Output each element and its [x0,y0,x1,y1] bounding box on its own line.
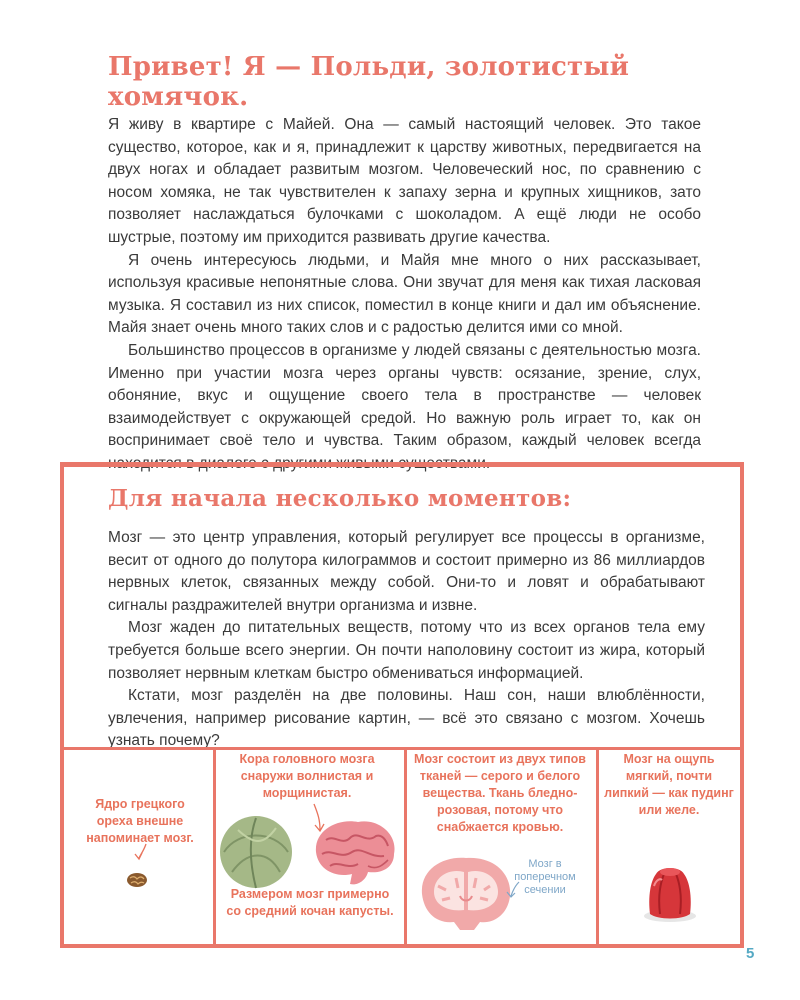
page-number: 5 [746,945,755,962]
touch-caption: Мозг на ощупь мягкий, почти липкий — как пудинг или желе. [604,752,734,817]
box-paragraph: Мозг — это центр управления, который регулирует все процессы в организме, весит от одного до полутора килограммов и состоит примерно из 86 миллиардов нервных клеток, связанных между собой. Они-то и ловят и обрабатывают сигналы раздражителей внутри организма и извне. [108,529,705,614]
cortex-caption: Кора головного мозга снаружи волнистая и морщинистая. [239,752,375,800]
panel-divider [64,747,740,750]
size-caption: Размером мозг примерно со средний кочан капусты. [226,887,394,918]
page-heading: Привет! Я — Польди, золотистый хомячок. [108,52,630,112]
box-paragraph: Кстати, мозг разделён на две половины. Наш сон, наши влюблённости, увлечения, например рисование картин, — всё это связано с мозгом. Хочешь узнать почему? [108,687,705,750]
intro-paragraph: Большинство процессов в организме у людей связаны с деятельностью мозга. Именно при участии мозга через органы чувств: осязание, зрение, слух, обоняние, вкус и ощущение своего тела в пространстве — человек взаимодействует с окружающей средой. Но важную роль играет то, как он воспринимает своё тело и чувства. Таким образом, каждый человек всегда находится в диалоге с другими живыми существами. [108,341,701,472]
jelly-illustration [640,858,700,928]
brain-section-illustration [416,852,516,932]
walnut-caption: Ядро грецкого ореха внешне напоминает мозг. [86,797,194,845]
brain-cabbage-illustration [218,800,398,890]
panel-divider [213,747,216,944]
panel-divider [404,747,407,944]
tissue-caption: Мозг состоит из двух типов тканей — серого и белого вещества. Ткань бледно-розовая, потому что снабжается кровью. [414,752,586,834]
intro-text [108,114,701,476]
intro-paragraph: Я очень интересуюсь людьми, и Майя мне много о них рассказывает, используя красивые непонятные слова. Они звучат для меня как тихая ласковая музыка. Я составил из них список, поместил в конце книги и дал им объяснение. Майя знает очень много таких слов и с радостью делится ими со мной. [108,251,701,337]
intro-paragraph: Я живу в квартире с Майей. Она — самый настоящий человек. Это такое существо, которое, как и я, принадлежит к царству животных, передвигается на двух ногах и обладает развитым мозгом. Человеческий нос, по сравнению с носом хомяка, не так чувствителен к запаху зерна и крупных хищников, зато позволяет наслаждаться булочками с шоколадом. А ещё люди не особо шустрые, поэтому им приходится развивать другие качества. [108,116,701,246]
panel-divider [596,747,599,944]
section-arrow-icon [505,880,525,900]
walnut-illustration [120,842,160,892]
box-title: Для начала несколько моментов: [108,485,572,512]
section-caption: Мозг в поперечном сечении [514,858,576,896]
box-paragraph: Мозг жаден до питательных веществ, потому что из всех органов тела ему требуется больше всего энергии. Он почти наполовину состоит из жира, который позволяет нервным клеткам быстро обмениваться информацией. [108,619,705,682]
box-body [108,527,705,753]
